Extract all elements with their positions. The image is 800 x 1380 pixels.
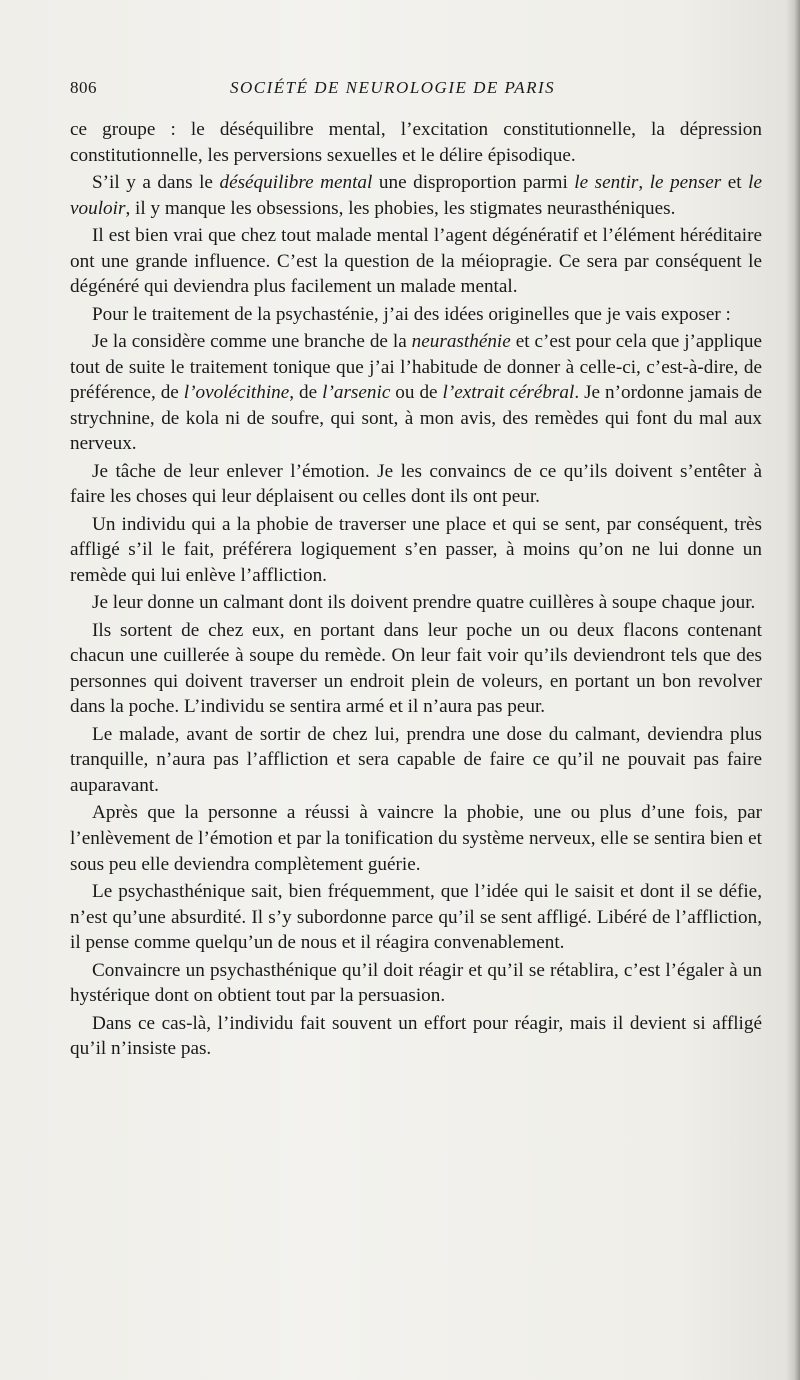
body-text bbox=[70, 117, 762, 1064]
text-segment: Je tâche de leur enlever l’émotion. Je les convaincs de ce qu’ils doivent s’entêter à faire les choses qui leur déplaisent ou celles dont ils ont peur. bbox=[70, 460, 762, 508]
emphasis: l’arsenic bbox=[322, 382, 391, 404]
text-segment: Convaincre un psychasthénique qu’il doit réagir et qu’il se rétablira, c’est l’égaler à un hystérique dont on obtient tout par la persuasion. bbox=[70, 959, 762, 1007]
emphasis: l’ovolécithine bbox=[183, 382, 290, 404]
paragraph-11 bbox=[70, 800, 762, 877]
paragraph-4 bbox=[70, 302, 762, 328]
text-segment: S’il y a dans le bbox=[92, 171, 220, 193]
text-segment: Un individu qui a la phobie de traverser une place et qui se sent, par conséquent, très affligé s’il le fait, préférera logiquement s’en passer, à moins qu’on ne lui donne un remède qui lui enlève l’affliction. bbox=[70, 513, 762, 586]
paragraph-5 bbox=[70, 329, 762, 457]
paragraph-10 bbox=[70, 722, 762, 799]
emphasis: l’extrait cérébral bbox=[442, 382, 575, 404]
page-edge-shadow bbox=[786, 0, 800, 1380]
running-header bbox=[70, 78, 740, 102]
emphasis: déséquilibre mental bbox=[219, 171, 373, 193]
paragraph-8 bbox=[70, 590, 762, 616]
text-segment: Je leur donne un calmant dont ils doivent prendre quatre cuillères à soupe chaque jour. bbox=[92, 592, 756, 614]
text-segment: et bbox=[721, 171, 749, 193]
text-segment: , il y manque les obsessions, les phobies, les stigmates neurasthéniques. bbox=[125, 197, 676, 219]
text-segment: Il est bien vrai que chez tout malade mental l’agent dégénératif et l’élément héréditaire ont une grande influence. C’est la question de la méiopragie. Ce sera par conséquent le dégénéré qui deviendra plus facilement un malade mental. bbox=[70, 224, 762, 298]
text-segment: Je la considère comme une branche de la bbox=[92, 330, 412, 352]
text-segment: Le psychasthénique sait, bien fréquemment, que l’idée qui le saisit et dont il se défie, n’est qu’une absurdité. Il s’y subordonne parce qu’il se sent affligé. Libéré de l’affliction, il pense comme quelqu’un de nous et il réagira convenablement. bbox=[70, 880, 762, 954]
page-number: 806 bbox=[70, 78, 97, 97]
paragraph-12 bbox=[70, 879, 762, 956]
running-title: SOCIÉTÉ DE NEUROLOGIE DE PARIS bbox=[230, 78, 556, 97]
text-segment: Ils sortent de chez eux, en portant dans leur poche un ou deux flacons contenant chacun une cuillerée à soupe du remède. On leur fait voir qu’ils deviendront tels que des personnes qui doivent traverser un endroit plein de voleurs, en portant un bon revolver dans la poche. L’individu se sentira armé et il n’aura pas peur. bbox=[70, 619, 762, 718]
text-segment: Le malade, avant de sortir de chez lui, prendra une dose du calmant, deviendra plus tranquille, n’aura pas l’affliction et sera capable de faire ce qu’il ne pouvait pas faire auparavant. bbox=[70, 723, 762, 797]
paragraph-2 bbox=[70, 170, 762, 221]
paragraph-13 bbox=[70, 958, 762, 1009]
text-segment: ce groupe : le déséquilibre mental, l’excitation constitutionnelle, la dépression constitutionnelle, les perversions sexuelles et le délire épisodique. bbox=[70, 119, 762, 166]
emphasis: le sentir bbox=[574, 171, 639, 193]
paragraph-1 bbox=[70, 117, 762, 168]
paragraph-6 bbox=[70, 459, 762, 510]
text-segment: . Je n’ordonne jamais de strychnine, de kola ni de soufre, qui sont, à mon avis, des remèdes qui font du mal aux nerveux. bbox=[70, 382, 762, 455]
text-segment: et c’est pour cela que j’applique tout de suite le traitement tonique que j’ai l’habitude de donner à celle-ci, c’est-à-dire, de préférence, de bbox=[70, 330, 762, 404]
paragraph-7 bbox=[70, 512, 762, 589]
paragraph-9 bbox=[70, 618, 762, 720]
paragraph-14 bbox=[70, 1011, 762, 1062]
text-segment: Après que la personne a réussi à vaincre la phobie, une ou plus d’une fois, par l’enlèvement de l’émotion et par la tonification du système nerveux, elle se sentira bien et sous peu elle deviendra complètement guérie. bbox=[70, 802, 762, 875]
text-segment: Dans ce cas-là, l’individu fait souvent un effort pour réagir, mais il devient si affligé qu’il n’insiste pas. bbox=[70, 1012, 762, 1060]
emphasis: le vouloir bbox=[70, 171, 762, 219]
text-segment: ou de bbox=[390, 382, 443, 404]
text-segment: Pour le traitement de la psychasténie, j’ai des idées originelles que je vais exposer : bbox=[92, 303, 731, 325]
emphasis: neurasthénie bbox=[411, 330, 511, 352]
text-segment: , de bbox=[289, 382, 323, 404]
emphasis: le penser bbox=[649, 171, 722, 193]
text-segment: , bbox=[638, 171, 650, 193]
text-segment: une disproportion parmi bbox=[372, 171, 575, 193]
paragraph-3 bbox=[70, 223, 762, 300]
